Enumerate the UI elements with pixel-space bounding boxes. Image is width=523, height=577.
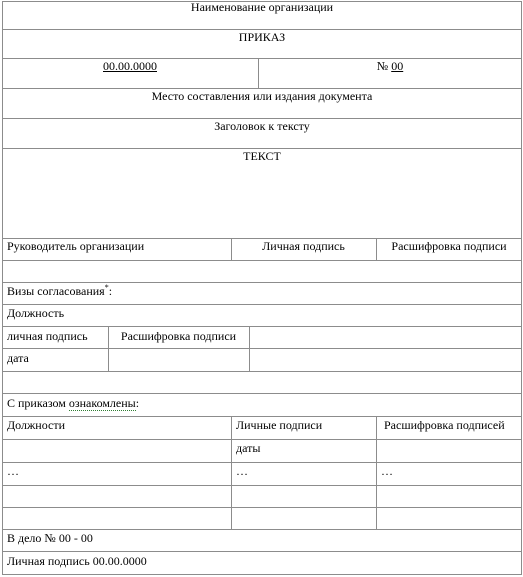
column-header-decryption: Расшифровка подписей (384, 418, 505, 432)
table-cell-ellipsis: … (236, 464, 248, 478)
rule (2, 371, 522, 372)
visas-title-text: Визы согласования (7, 284, 105, 298)
visa-position-label: Должность (7, 306, 65, 320)
rule (2, 304, 522, 305)
organization-name: Наименование организации (190, 0, 334, 14)
rule (2, 282, 522, 283)
case-file-label: В дело № 00 - 00 (7, 531, 93, 545)
rule (2, 485, 522, 486)
table-cell-ellipsis: … (7, 464, 19, 478)
text-heading: Заголовок к тексту (214, 119, 310, 133)
footnote-mark: * (104, 283, 109, 292)
rule (521, 1, 522, 575)
rule (2, 574, 522, 575)
column-header-positions: Должности (7, 418, 66, 432)
rule (2, 551, 522, 552)
place-of-issue: Место составления или издания документа (151, 89, 373, 103)
rule (2, 393, 522, 394)
rule (2, 348, 522, 349)
visas-title (7, 284, 112, 298)
personal-signature-label: Личная подпись (262, 239, 345, 253)
document-type: ПРИКАЗ (238, 30, 286, 44)
acquainted-title-suffix: : (135, 396, 140, 410)
rule (2, 416, 522, 417)
body-text: ТЕКСТ (243, 149, 281, 163)
rule (376, 416, 377, 529)
column-header-signatures: Личные подписи (236, 418, 323, 432)
table-cell-ellipsis: … (381, 464, 393, 478)
acquainted-title-word: ознакомлены (68, 396, 136, 410)
visa-personal-signature-label: личная подпись (7, 329, 88, 343)
rule (249, 326, 250, 371)
rule (2, 260, 522, 261)
document-number (258, 59, 522, 73)
rule (2, 529, 522, 530)
document-date: 00.00.0000 (103, 59, 157, 73)
rule (2, 1, 3, 575)
visa-date-label: дата (7, 351, 29, 365)
number-value: 00 (391, 59, 404, 73)
rule (2, 507, 522, 508)
signature-date-label: Личная подпись 00.00.0000 (7, 554, 147, 568)
rule (231, 416, 232, 529)
number-label: № (376, 59, 392, 73)
rule (2, 326, 522, 327)
acquainted-title (7, 396, 139, 410)
acquainted-title-prefix: С приказом (7, 396, 69, 410)
visa-decryption-label: Расшифровка подписи (120, 329, 237, 343)
head-of-organization-label: Руководитель организации (7, 239, 145, 253)
rule (2, 462, 522, 463)
dates-label: даты (236, 441, 261, 455)
rule (2, 439, 522, 440)
visas-title-colon: : (108, 284, 113, 298)
signature-decryption-label: Расшифровка подписи (391, 239, 507, 253)
